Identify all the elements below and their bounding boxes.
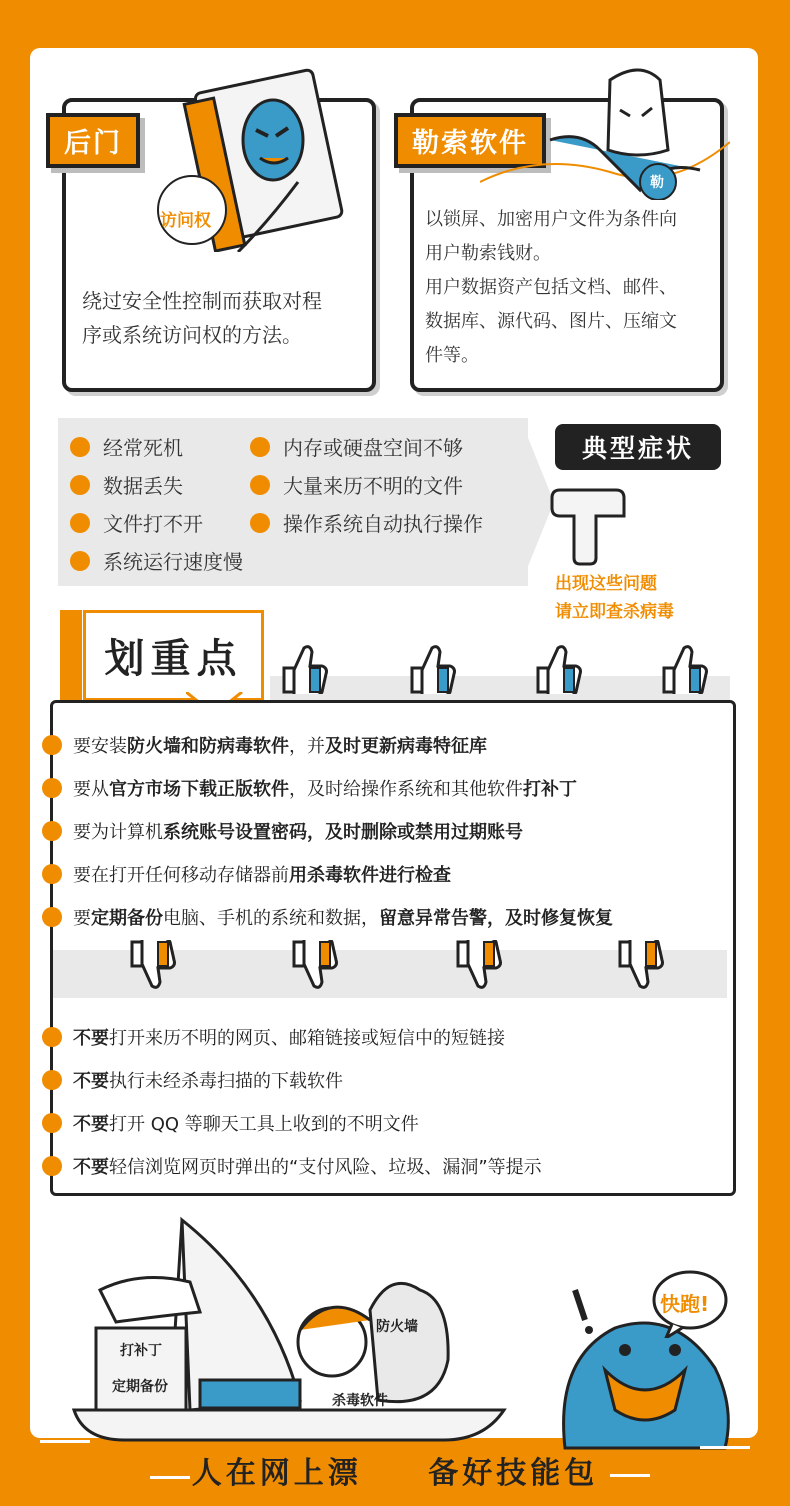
rule-segment: 定期备份	[91, 908, 163, 929]
rule-segment: 打开 QQ 等聊天工具上收到的不明文件	[109, 1114, 419, 1135]
symptom-item: 大量来历不明的文件	[250, 470, 463, 499]
rule-bullet	[42, 1113, 62, 1133]
ransomware-description: 以锁屏、加密用户文件为条件向 用户勒索钱财。 用户数据资产包括文档、邮件、 数据库、源代码、图片、压缩文 件等。	[425, 209, 677, 366]
key-points-accent-bar	[60, 610, 82, 702]
backdoor-description: 绕过安全性控制而获取对程 序或系统访问权的方法。	[82, 289, 322, 347]
firewall-bag-icon	[370, 1283, 448, 1401]
symptom-item: 操作系统自动执行操作	[250, 508, 483, 537]
symptoms-title: 典型症状	[555, 424, 721, 470]
rule-item	[73, 1110, 419, 1136]
backup-box-label: 定期备份	[112, 1379, 168, 1395]
rule-segment: 电脑、手机的系统和数据，	[163, 908, 379, 929]
rule-bullet	[42, 778, 62, 798]
thumbs-down-icon	[128, 940, 176, 992]
backdoor-tag: 后门	[46, 113, 140, 168]
rule-bullet	[42, 907, 62, 927]
footer-slogan	[0, 1448, 790, 1492]
thumbs-up-icon	[408, 642, 456, 694]
ransomware-illustration	[480, 60, 730, 200]
paper-ghost-icon	[608, 70, 668, 155]
rule-item	[73, 861, 451, 887]
footer-right: 备好技能包	[428, 1456, 599, 1491]
symptom-item: 数据丢失	[70, 470, 183, 499]
rule-segment: 系统账号设置密码，及时删除或禁用过期账号	[163, 822, 523, 843]
rule-segment: 要为计算机	[73, 822, 163, 843]
thumbs-up-icon	[660, 642, 708, 694]
exclamation-icon	[575, 1290, 593, 1334]
thermometer-gun-icon	[548, 488, 628, 566]
rule-segment: 要在打开任何移动存储器前	[73, 865, 289, 886]
patch-box-label: 打补丁	[120, 1343, 162, 1359]
rule-segment: 要安装	[73, 736, 127, 757]
ransomware-tag: 勒索软件	[394, 113, 546, 168]
rule-item	[73, 904, 613, 930]
rule-segment: 官方市场下载正版软件	[109, 779, 289, 800]
rule-bullet	[42, 821, 62, 841]
ransomware-badge-label: 勒	[650, 175, 664, 191]
rule-bullet	[42, 1070, 62, 1090]
rule-segment: 用杀毒软件进行检查	[289, 865, 451, 886]
rule-segment: 打开来历不明的网页、邮箱链接或短信中的短链接	[109, 1028, 505, 1049]
boat-illustration	[70, 1210, 530, 1450]
symptom-item: 内存或硬盘空间不够	[250, 432, 463, 461]
rule-segment: 不要	[73, 1114, 109, 1135]
thumbs-down-icon	[454, 940, 502, 992]
rule-segment: 不要	[73, 1071, 109, 1092]
rule-segment: 打补丁	[523, 779, 577, 800]
rule-segment: 防火墙和防病毒软件	[127, 736, 289, 757]
key-points-title: 划重点	[83, 610, 264, 701]
rule-segment: 不要	[73, 1157, 109, 1178]
symptoms-warning: 出现这些问题 请立即查杀病毒	[555, 574, 674, 622]
firewall-bag-label: 防火墙	[376, 1319, 418, 1335]
rule-segment: 不要	[73, 1028, 109, 1049]
rule-segment: ，并	[289, 736, 325, 757]
rule-bullet	[42, 735, 62, 755]
rule-item	[73, 1067, 343, 1093]
rule-bullet	[42, 864, 62, 884]
shark-icon	[564, 1323, 729, 1448]
footer-left: 人在网上漂	[191, 1456, 362, 1491]
rule-item	[73, 818, 523, 844]
footer-dash	[40, 1440, 90, 1443]
backdoor-illustration-label: 访问权	[160, 211, 211, 231]
antivirus-boat-label: 杀毒软件	[332, 1393, 388, 1409]
symptom-item: 经常死机	[70, 432, 183, 461]
rule-segment: 轻信浏览网页时弹出的“支付风险、垃圾、漏洞”等提示	[109, 1157, 542, 1178]
symptom-item: 文件打不开	[70, 508, 203, 537]
rule-segment: 执行未经杀毒扫描的下载软件	[109, 1071, 343, 1092]
rule-item	[73, 1024, 505, 1050]
speech-text: 快跑!	[660, 1292, 710, 1316]
rule-segment: ，及时给操作系统和其他软件	[289, 779, 523, 800]
rule-segment: 留意异常告警，及时修复恢复	[379, 908, 613, 929]
rule-bullet	[42, 1027, 62, 1047]
rule-segment: 及时更新病毒特征库	[325, 736, 487, 757]
thumbs-down-icon	[616, 940, 664, 992]
rule-segment: 要	[73, 908, 91, 929]
symptom-item: 系统运行速度慢	[70, 546, 243, 575]
thumbs-up-icon	[534, 642, 582, 694]
rule-item	[73, 732, 487, 758]
rule-item	[73, 1153, 542, 1179]
rule-bullet	[42, 1156, 62, 1176]
thumbs-up-icon	[280, 642, 328, 694]
rule-item	[73, 775, 577, 801]
rule-segment: 要从	[73, 779, 109, 800]
boat-hull-icon	[74, 1410, 504, 1440]
thumbs-down-icon	[290, 940, 338, 992]
